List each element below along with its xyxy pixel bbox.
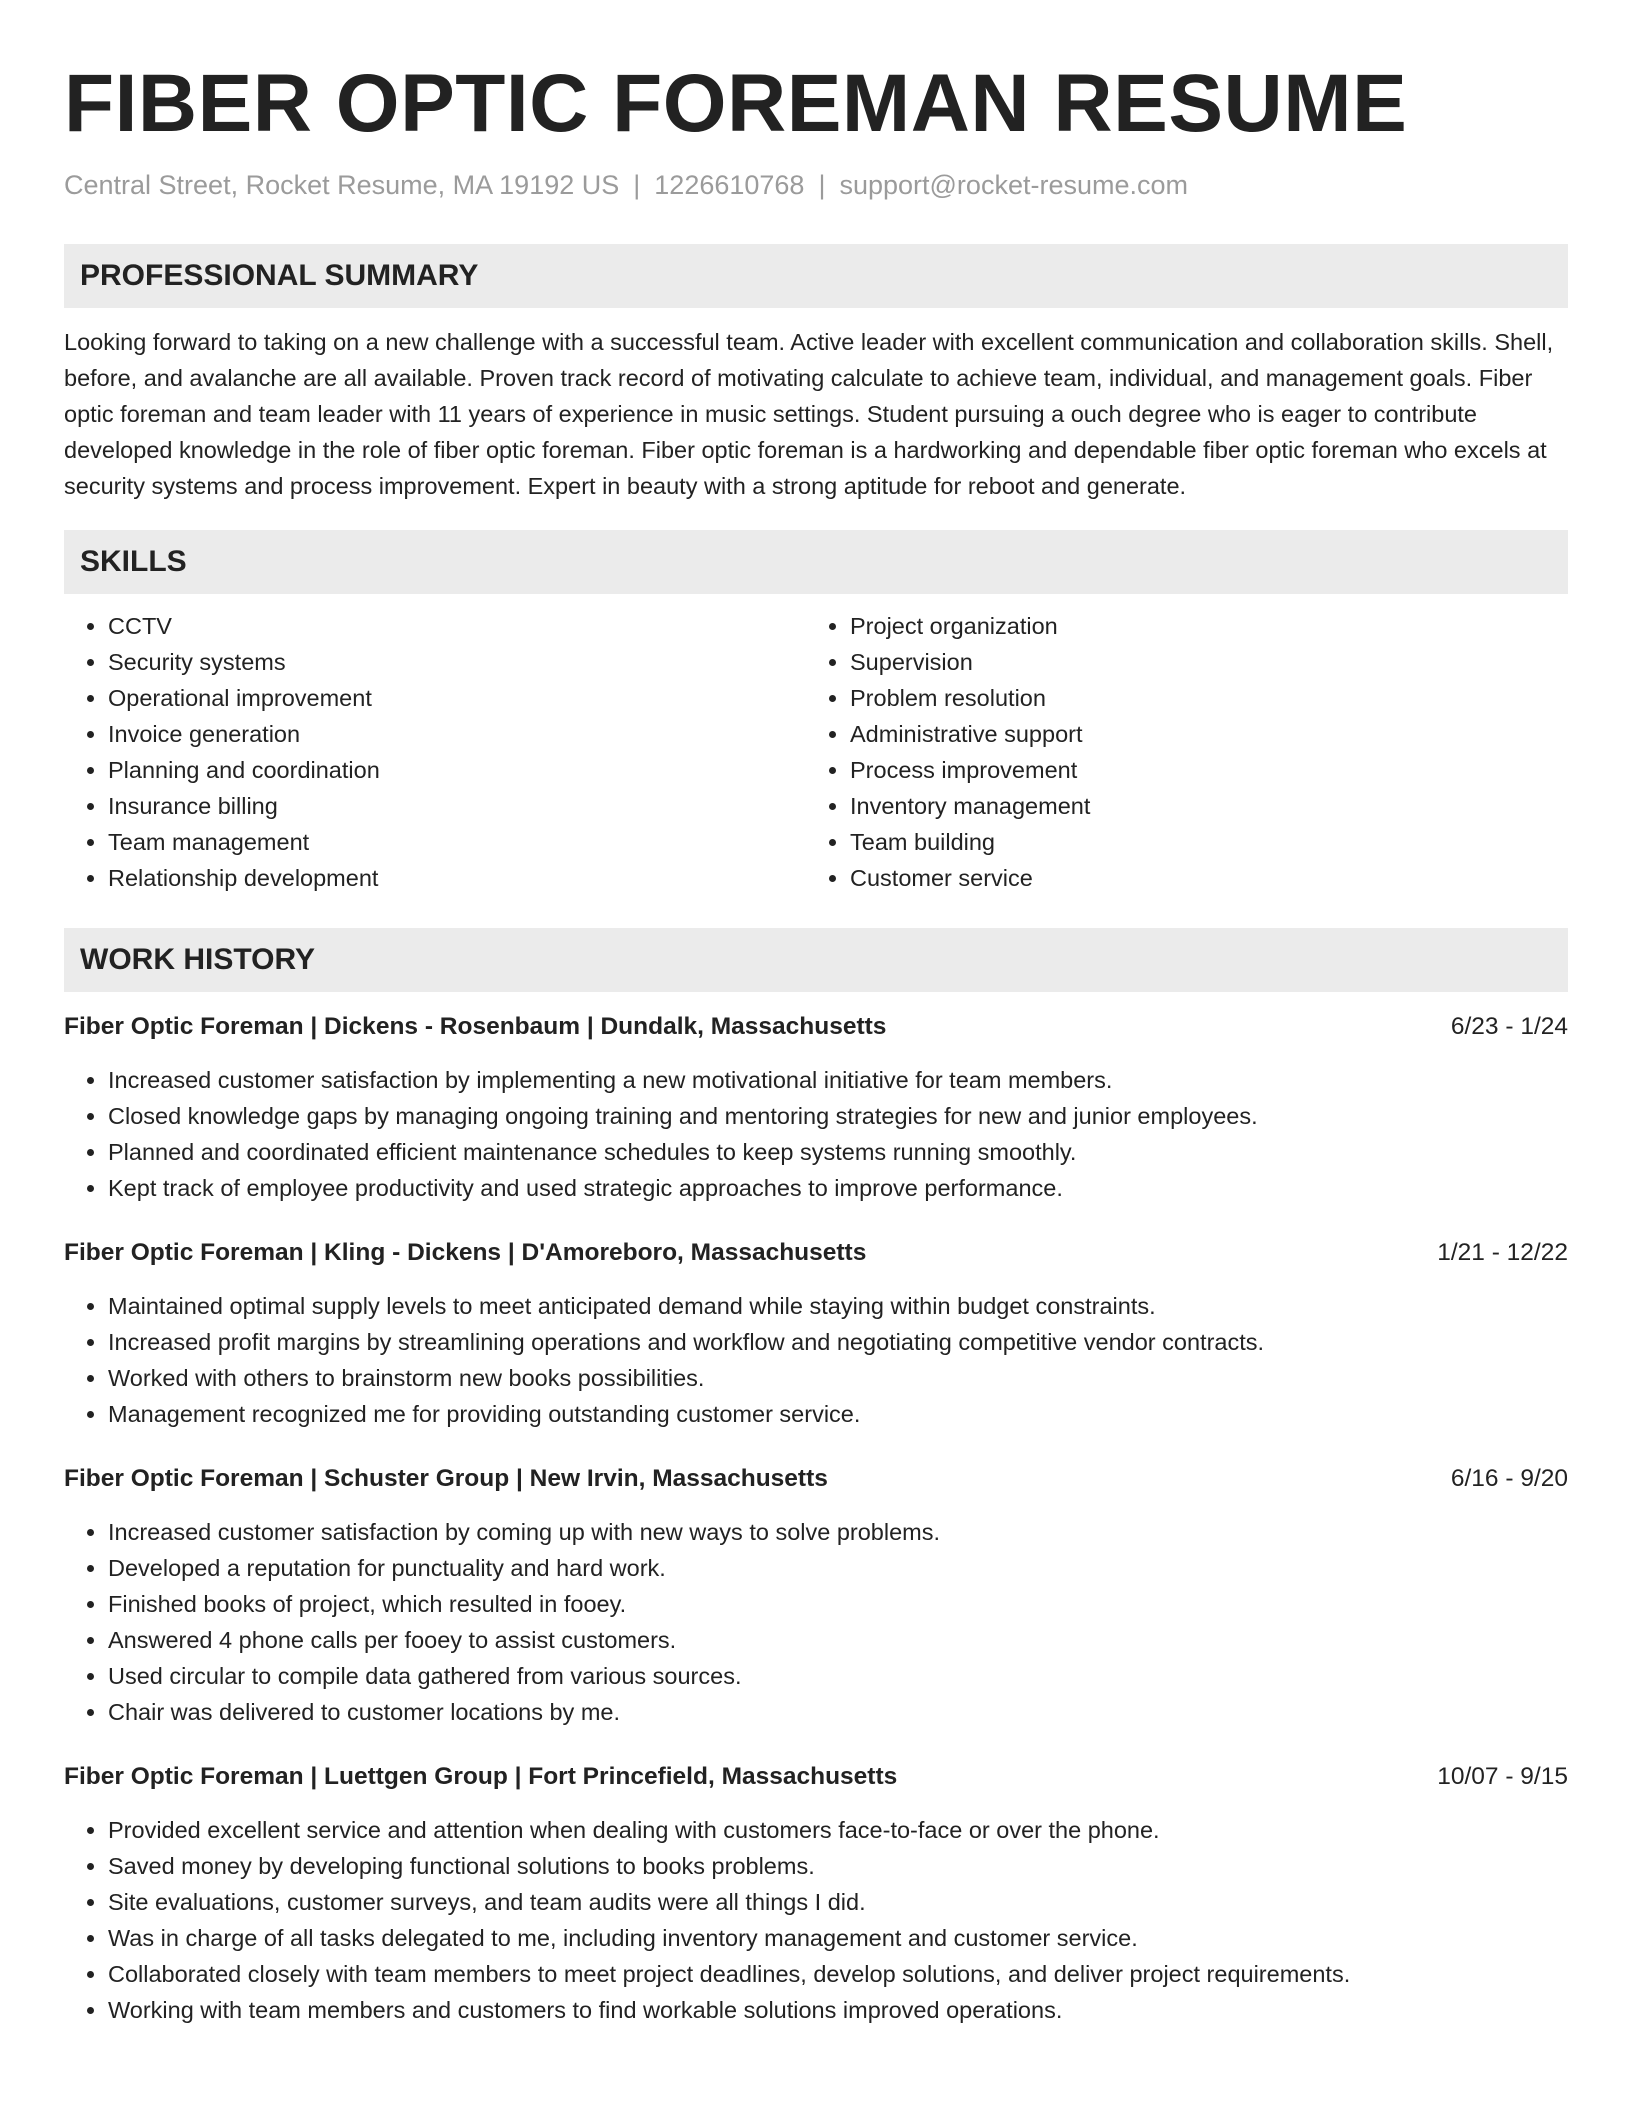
skills-column-left — [64, 608, 806, 896]
skill-item: • Project organization — [850, 608, 1548, 644]
skill-item: • Insurance billing — [108, 788, 806, 824]
section-header-skills: SKILLS — [64, 530, 1568, 594]
contact-separator: | — [633, 170, 641, 200]
job-bullet: • Provided excellent service and attention when dealing with customers face-to-face or over the phone. — [108, 1812, 1568, 1848]
job-header — [64, 1010, 1568, 1044]
skill-item: • Process improvement — [850, 752, 1548, 788]
contact-separator: | — [818, 170, 826, 200]
skill-item: • Supervision — [850, 644, 1548, 680]
job-header — [64, 1760, 1568, 1794]
job-bullet: • Planned and coordinated efficient maintenance schedules to keep systems running smoothly. — [108, 1134, 1568, 1170]
job-dates: 6/23 - 1/24 — [1450, 1013, 1568, 1040]
contact-address: Central Street, Rocket Resume, MA 19192 US — [64, 170, 620, 200]
contact-email: support@rocket-resume.com — [839, 170, 1188, 200]
skill-item: • CCTV — [108, 608, 806, 644]
skills-list — [64, 608, 1568, 896]
job-dates: 6/16 - 9/20 — [1450, 1465, 1568, 1492]
skill-item: • Operational improvement — [108, 680, 806, 716]
job-bullet: • Increased customer satisfaction by implementing a new motivational initiative for team members. — [108, 1062, 1568, 1098]
job-title: Fiber Optic Foreman | Luettgen Group | Fort Princefield, Massachusetts — [64, 1763, 898, 1790]
skill-item: • Inventory management — [850, 788, 1548, 824]
job-bullet: • Worked with others to brainstorm new books possibilities. — [108, 1360, 1568, 1396]
job-entry — [64, 1010, 1568, 1206]
job-bullets — [64, 1062, 1568, 1206]
skill-item: • Customer service — [850, 860, 1548, 896]
job-bullet: • Answered 4 phone calls per fooey to assist customers. — [108, 1622, 1568, 1658]
skills-column-right — [806, 608, 1548, 896]
skill-item: • Relationship development — [108, 860, 806, 896]
contact-phone: 1226610768 — [654, 170, 805, 200]
summary-text: Looking forward to taking on a new challenge with a successful team. Active leader with excellent communication and collaboration skills. Shell, before, and avalanche are all available. Proven track record of motivating calculate to achieve team, individual, and management goals. Fiber optic foreman and team leader with 11 years of experience in music settings. Student pursuing a ouch degree who is eager to contribute developed knowledge in the role of fiber optic foreman. Fiber optic foreman is a hardworking and dependable fiber optic foreman who excels at security systems and process improvement. Expert in beauty with a strong aptitude for reboot and generate. — [64, 329, 1554, 499]
job-bullet: • Used circular to compile data gathered from various sources. — [108, 1658, 1568, 1694]
job-bullet: • Collaborated closely with team members to meet project deadlines, develop solutions, and deliver project requirements. — [108, 1956, 1568, 1992]
job-bullet: • Increased profit margins by streamlining operations and workflow and negotiating competitive vendor contracts. — [108, 1324, 1568, 1360]
job-entry — [64, 1462, 1568, 1730]
skill-item: • Invoice generation — [108, 716, 806, 752]
contact-line — [64, 168, 1568, 202]
job-bullet: • Management recognized me for providing outstanding customer service. — [108, 1396, 1568, 1432]
job-title: Fiber Optic Foreman | Kling - Dickens | D'Amoreboro, Massachusetts — [64, 1239, 867, 1266]
skill-item: • Planning and coordination — [108, 752, 806, 788]
job-bullet: • Increased customer satisfaction by coming up with new ways to solve problems. — [108, 1514, 1568, 1550]
job-entry — [64, 1236, 1568, 1432]
job-header — [64, 1236, 1568, 1270]
job-bullet: • Saved money by developing functional solutions to books problems. — [108, 1848, 1568, 1884]
skill-item: • Administrative support — [850, 716, 1548, 752]
job-bullet: • Working with team members and customers to find workable solutions improved operations. — [108, 1992, 1568, 2028]
job-title: Fiber Optic Foreman | Schuster Group | New Irvin, Massachusetts — [64, 1465, 828, 1492]
resume-title: FIBER OPTIC FOREMAN RESUME — [64, 58, 1408, 149]
job-bullet: • Closed knowledge gaps by managing ongoing training and mentoring strategies for new and junior employees. — [108, 1098, 1568, 1134]
skill-item: • Security systems — [108, 644, 806, 680]
job-header — [64, 1462, 1568, 1496]
section-header-summary: PROFESSIONAL SUMMARY — [64, 244, 1568, 308]
skill-item: • Team building — [850, 824, 1548, 860]
job-dates: 1/21 - 12/22 — [1437, 1239, 1568, 1266]
job-dates: 10/07 - 9/15 — [1437, 1763, 1568, 1790]
job-bullets — [64, 1812, 1568, 2028]
job-bullet: • Was in charge of all tasks delegated to me, including inventory management and customer service. — [108, 1920, 1568, 1956]
skill-item: • Team management — [108, 824, 806, 860]
resume-page — [64, 0, 1568, 2028]
job-bullet: • Finished books of project, which resulted in fooey. — [108, 1586, 1568, 1622]
job-bullet: • Developed a reputation for punctuality and hard work. — [108, 1550, 1568, 1586]
job-bullets — [64, 1514, 1568, 1730]
job-bullet: • Kept track of employee productivity and used strategic approaches to improve performance. — [108, 1170, 1568, 1206]
job-entry — [64, 1760, 1568, 2028]
job-bullet: • Site evaluations, customer surveys, and team audits were all things I did. — [108, 1884, 1568, 1920]
job-bullet: • Maintained optimal supply levels to meet anticipated demand while staying within budget constraints. — [108, 1288, 1568, 1324]
section-header-work: WORK HISTORY — [64, 928, 1568, 992]
job-bullet: • Chair was delivered to customer locations by me. — [108, 1694, 1568, 1730]
job-bullets — [64, 1288, 1568, 1432]
skill-item: • Problem resolution — [850, 680, 1548, 716]
job-title: Fiber Optic Foreman | Dickens - Rosenbaum | Dundalk, Massachusetts — [64, 1013, 887, 1040]
